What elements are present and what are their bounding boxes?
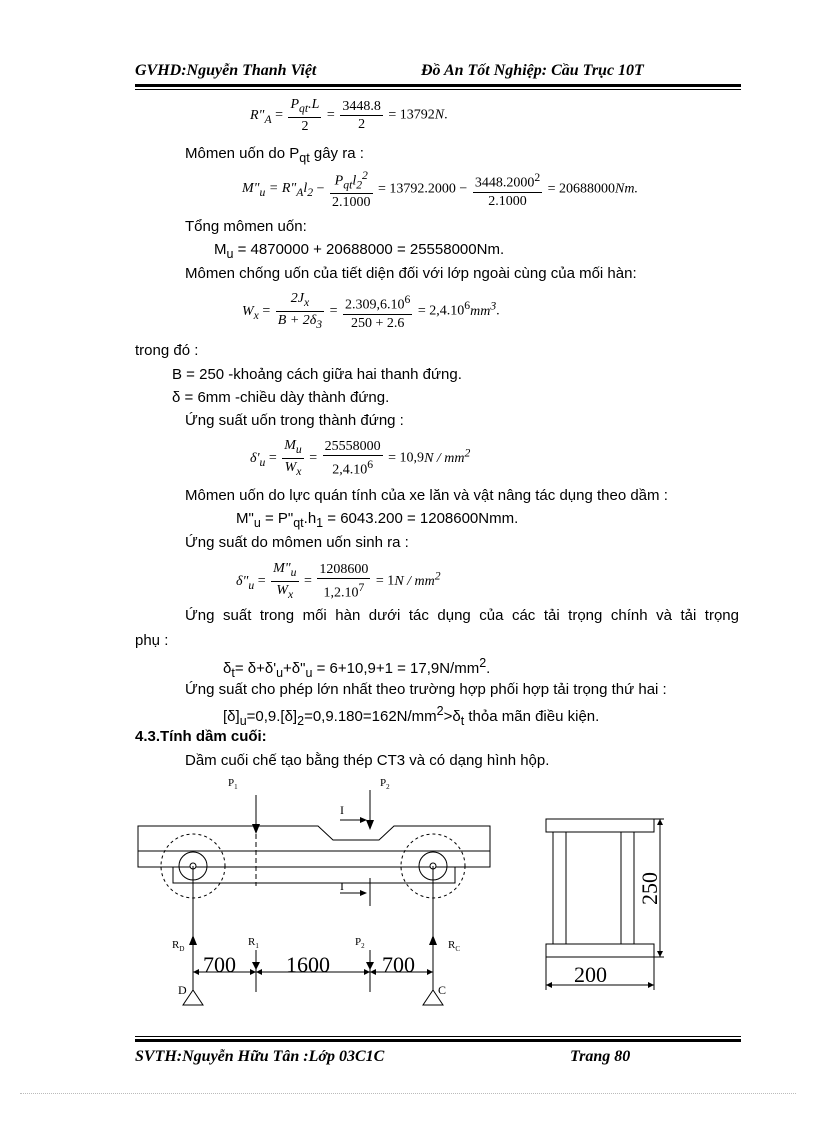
equation-mu2: $M"_u$ = $R"_Al_2$ − $\frac{P_{qt}l_2^2}{2.1000}$ = 13792.2000 − $\frac{3448.2000^2}{2.1000}$ = 20688000Nm. [242, 169, 638, 211]
box-left-web [553, 832, 566, 944]
header-left: GVHD:Nguyễn Thanh Việt [135, 62, 317, 79]
text-wx-desc: Mômen chống uốn của tiết diện đối với lớp ngoài cùng của mối hàn: [185, 265, 637, 282]
equation-delta-u2: $\delta"_u$ = $\frac{M"_u}{W_x}$ = $\frac{1208600}{1,2.10^7}$ = $1N / mm^2$ [236, 561, 441, 601]
footer-rule-thin [135, 1036, 741, 1037]
text-dam-cuoi: Dầm cuối chế tạo bằng thép CT3 và có dạng hình hộp. [185, 752, 550, 769]
header-right: Đồ An Tốt Nghiệp: Cầu Trục 10T [421, 62, 644, 79]
label-p2b: $P_2$ [355, 936, 365, 950]
header-rule [135, 84, 741, 87]
node-d: D [178, 983, 187, 997]
text-B: B = 250 -khoảng cách giữa hai thanh đứng. [172, 366, 462, 383]
end-beam-diagram [0, 770, 816, 1020]
box-top-plate [546, 819, 654, 832]
section-title: 4.3.Tính dầm cuối: [135, 728, 267, 745]
page-edge [20, 1093, 796, 1094]
text-delta: δ = 6mm -chiều dày thành đứng. [172, 389, 390, 406]
label-rd: $R_D$ [172, 939, 185, 953]
text-ung-uon: Ứng suất uốn trong thành đứng : [185, 412, 404, 429]
label-p2: $P_2$ [380, 777, 390, 791]
text-ung-moi-2: phụ : [135, 632, 169, 649]
equation-delta-u1: $\delta'_u$ = $\frac{M_u}{W_x}$ = $\frac{25558000}{2,4.10^6}$ = $10,9N / mm^2$ [250, 438, 471, 478]
footer-page: Trang 80 [570, 1048, 631, 1065]
text-mom-quan: Mômen uốn do lực quán tính của xe lăn và vật nâng tác dụng theo dầm : [185, 487, 668, 504]
text-ung-mom: Ứng suất do mômen uốn sinh ra : [185, 534, 409, 551]
node-c: C [438, 983, 447, 997]
text-mom-pqt: Mômen uốn do $P_{qt}$ gây ra : [185, 145, 364, 165]
header-rule-thin [135, 89, 741, 90]
rc-arrowhead [429, 935, 437, 945]
box-width-label: 200 [574, 962, 607, 987]
box-bottom-plate [546, 944, 654, 957]
footer-rule [135, 1039, 741, 1042]
dim-left-label: 700 [203, 952, 236, 977]
label-p1: $P_1$ [228, 777, 238, 791]
label-section-bottom: I [340, 879, 344, 893]
label-rc: $R_C$ [448, 939, 461, 953]
text-trong-do: trong đó : [135, 342, 199, 359]
text-dieu-kien: $[\delta]_u=0,9.[\delta]_2=0,9.180=162N/mm^2>\delta_t$ thỏa mãn điều kiện. [223, 704, 600, 728]
equation-ra: $R"_A$ = $\frac{P_{qt}.L}{2}$ = $\frac{3448.8}{2}$ = 13792N. [250, 97, 448, 134]
text-delta-t: $\delta_t=$ $\delta+\delta'_u+\delta"_u = 6+10,9+1 = 17,9N/mm^2$. [223, 656, 491, 680]
equation-wx: $W_x$ = $\frac{2J_x}{B + 2\delta_3}$ = $\frac{2.309,6.10^6}{250 + 2.6}$ = $2,4.10^6mm^3$. [242, 291, 500, 331]
text-tong: Tổng mômen uốn: [185, 218, 307, 235]
beam-top-flange [138, 826, 490, 851]
label-r1: $R_1$ [248, 936, 259, 950]
text-cho-phep: Ứng suất cho phép lớn nhất theo trường hợp phối hợp tải trọng thứ hai : [185, 681, 667, 698]
beam-bottom-flange [138, 867, 455, 883]
dim-right-label: 700 [382, 952, 415, 977]
rd-arrowhead [189, 935, 197, 945]
p1-arrowhead [252, 824, 260, 834]
box-right-web [621, 832, 634, 944]
text-ung-moi-1: Ứng suất trong mối hàn dưới tác dụng của các tải trọng chính và tải trọng [185, 607, 739, 624]
p2-arrowhead [366, 820, 374, 830]
box-height-label: 250 [637, 872, 662, 905]
text-mu: $M_u = 4870000 + 20688000 = 25558000Nm$. [214, 241, 505, 261]
text-mqt: $M"_u$ = $P"_{qt}.h_1 = 6043.200 = 1208600Nmm$. [236, 510, 519, 530]
dim-mid-label: 1600 [286, 952, 330, 977]
footer-left: SVTH:Nguyễn Hữu Tân :Lớp 03C1C [135, 1048, 385, 1065]
label-section-top: I [340, 803, 344, 817]
